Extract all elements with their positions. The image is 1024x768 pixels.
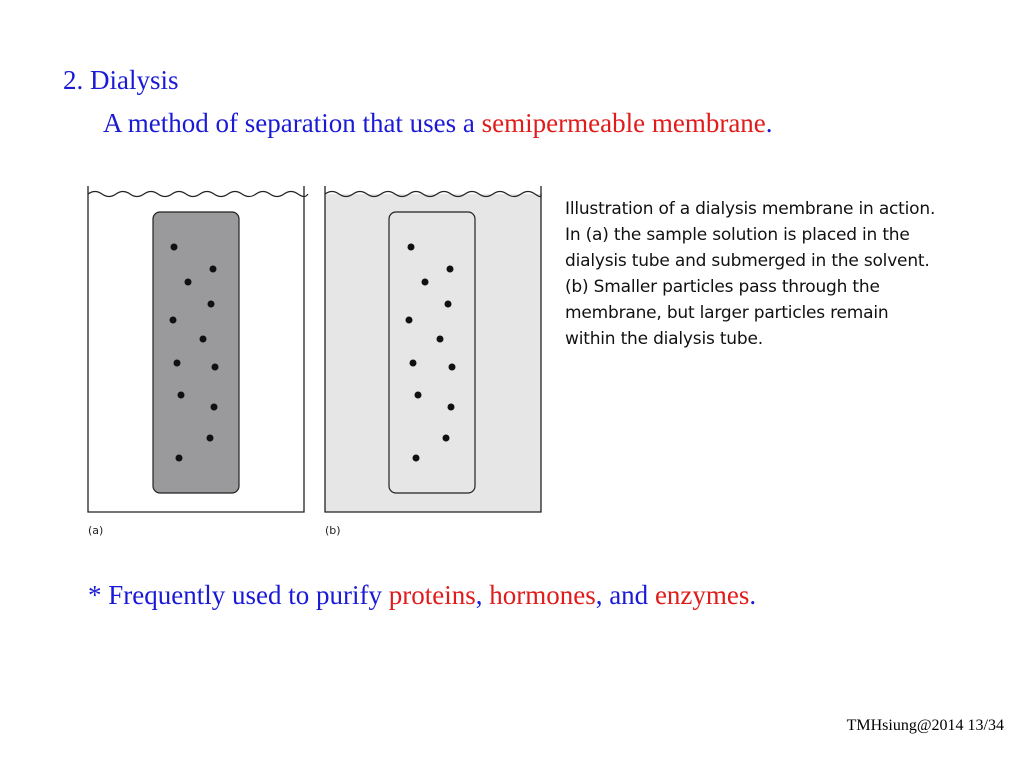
bullet-separator: , and bbox=[595, 580, 655, 610]
particle bbox=[174, 360, 181, 367]
dialysis-figure bbox=[80, 180, 550, 550]
panel-b-label: (b) bbox=[325, 524, 341, 537]
particle bbox=[178, 392, 185, 399]
figure-caption: Illustration of a dialysis membrane in action. In (a) the sample solution is placed in the dialysis tube and submerged in the solvent. (b) Smaller particles pass through the membrane, but larger particles remain within the dialysis tube. bbox=[565, 199, 936, 349]
particle bbox=[408, 244, 415, 251]
particle bbox=[211, 404, 218, 411]
particle bbox=[208, 301, 215, 308]
slide-title: 2. Dialysis bbox=[63, 65, 179, 95]
particle bbox=[406, 317, 413, 324]
particle bbox=[445, 301, 452, 308]
subtitle-suffix: . bbox=[765, 108, 773, 138]
particle bbox=[207, 435, 214, 442]
particle bbox=[437, 336, 444, 343]
particle bbox=[210, 266, 217, 273]
particle bbox=[410, 360, 417, 367]
particle bbox=[170, 317, 177, 324]
particle bbox=[185, 279, 192, 286]
panel-a-water-surface bbox=[88, 192, 308, 197]
panel-a bbox=[88, 186, 308, 512]
particle bbox=[200, 336, 207, 343]
particle bbox=[212, 364, 219, 371]
subtitle-highlight: semipermeable membrane bbox=[481, 108, 766, 138]
bullet-item-enzymes: enzymes bbox=[654, 580, 750, 610]
panel-a-label: (a) bbox=[88, 524, 104, 537]
particle bbox=[413, 455, 420, 462]
slide-subtitle bbox=[103, 106, 773, 140]
bullet-suffix: . bbox=[749, 580, 757, 610]
particle bbox=[171, 244, 178, 251]
bullet-separator: , bbox=[475, 580, 490, 610]
bullet-line bbox=[88, 578, 756, 612]
particle bbox=[176, 455, 183, 462]
particle bbox=[449, 364, 456, 371]
particle bbox=[448, 404, 455, 411]
slide-footer: TMHsiung@2014 13/34 bbox=[846, 717, 1004, 734]
panel-a-dialysis-tube bbox=[153, 212, 239, 493]
particle bbox=[443, 435, 450, 442]
particle bbox=[415, 392, 422, 399]
particle bbox=[422, 279, 429, 286]
dialysis-illustration bbox=[80, 180, 550, 550]
panel-b bbox=[325, 186, 541, 512]
bullet-item-hormones: hormones bbox=[489, 580, 596, 610]
particle bbox=[447, 266, 454, 273]
subtitle-prefix: A method of separation that uses a bbox=[103, 108, 482, 138]
bullet-item-proteins: proteins bbox=[388, 580, 476, 610]
panel-b-dialysis-tube bbox=[389, 212, 475, 493]
bullet-prefix: * Frequently used to purify bbox=[88, 580, 389, 610]
